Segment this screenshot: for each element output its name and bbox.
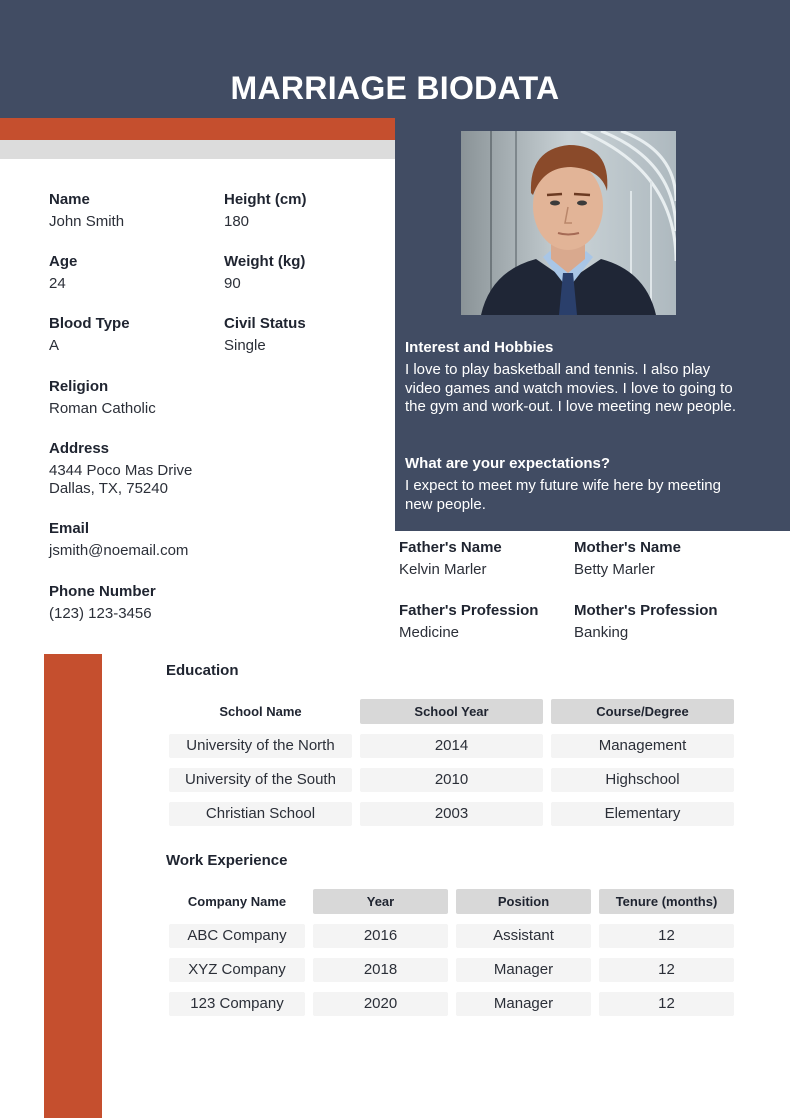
- address-value: 4344 Poco Mas Drive Dallas, TX, 75240: [49, 462, 193, 497]
- work-cell: 123 Company: [169, 992, 305, 1016]
- work-header-position: Position: [456, 889, 591, 914]
- age-value: 24: [49, 275, 66, 292]
- education-cell: 2014: [360, 734, 543, 758]
- expectations-text: I expect to meet my future wife here by meeting new people.: [405, 477, 721, 513]
- mother-name-value: Betty Marler: [574, 561, 655, 578]
- accent-stripe-gray: [0, 140, 395, 159]
- work-title: Work Experience: [166, 852, 288, 869]
- education-header-school-year: School Year: [360, 699, 543, 724]
- side-accent-bar: [44, 654, 102, 1118]
- work-cell: ABC Company: [169, 924, 305, 948]
- accent-stripe-orange: [0, 118, 395, 140]
- address-label: Address: [49, 440, 110, 457]
- weight-value: 90: [224, 275, 241, 292]
- education-cell: Highschool: [551, 768, 734, 792]
- height-value: 180: [224, 213, 250, 230]
- work-header-year: Year: [313, 889, 448, 914]
- height-label: Height (cm): [224, 191, 307, 208]
- name-value: John Smith: [49, 213, 125, 230]
- phone-label: Phone Number: [49, 583, 156, 600]
- weight-label: Weight (kg): [224, 253, 306, 270]
- hobbies-label: Interest and Hobbies: [405, 339, 554, 356]
- education-cell: Management: [551, 734, 734, 758]
- work-cell: 12: [599, 958, 734, 982]
- education-cell: Christian School: [169, 802, 352, 826]
- name-label: Name: [49, 191, 90, 208]
- blood-type-label: Blood Type: [49, 315, 130, 332]
- education-cell: Elementary: [551, 802, 734, 826]
- age-label: Age: [49, 253, 78, 270]
- education-title: Education: [166, 662, 239, 679]
- work-header-tenure: Tenure (months): [599, 889, 734, 914]
- mother-profession-value: Banking: [574, 624, 629, 641]
- mother-name-label: Mother's Name: [574, 539, 681, 556]
- civil-status-value: Single: [224, 337, 266, 354]
- education-cell: 2003: [360, 802, 543, 826]
- work-cell: Manager: [456, 992, 591, 1016]
- profile-photo: [461, 131, 676, 315]
- religion-label: Religion: [49, 378, 109, 395]
- education-cell: University of the South: [169, 768, 352, 792]
- blood-type-value: A: [49, 337, 60, 354]
- work-cell: Assistant: [456, 924, 591, 948]
- education-cell: 2010: [360, 768, 543, 792]
- email-label: Email: [49, 520, 90, 537]
- education-header-school-name: School Name: [219, 704, 302, 719]
- phone-value: (123) 123-3456: [49, 605, 152, 622]
- hobbies-text: I love to play basketball and tennis. I also play video games and watch movies. I love to going to the gym and work-out. I love meeting new people.: [405, 361, 737, 415]
- work-cell: XYZ Company: [169, 958, 305, 982]
- civil-status-label: Civil Status: [224, 315, 306, 332]
- father-profession-value: Medicine: [399, 624, 460, 641]
- work-cell: 12: [599, 992, 734, 1016]
- father-profession-label: Father's Profession: [399, 602, 539, 619]
- education-header-course: Course/Degree: [551, 699, 734, 724]
- work-cell: Manager: [456, 958, 591, 982]
- religion-value: Roman Catholic: [49, 400, 156, 417]
- father-name-label: Father's Name: [399, 539, 502, 556]
- expectations-label: What are your expectations?: [405, 455, 611, 472]
- mother-profession-label: Mother's Profession: [574, 602, 718, 619]
- work-cell: 2016: [313, 924, 448, 948]
- father-name-value: Kelvin Marler: [399, 561, 487, 578]
- email-value: jsmith@noemail.com: [49, 542, 189, 559]
- page-title: MARRIAGE BIODATA: [230, 70, 560, 106]
- work-header-company: Company Name: [187, 894, 287, 909]
- work-cell: 12: [599, 924, 734, 948]
- work-cell: 2020: [313, 992, 448, 1016]
- education-cell: University of the North: [169, 734, 352, 758]
- work-cell: 2018: [313, 958, 448, 982]
